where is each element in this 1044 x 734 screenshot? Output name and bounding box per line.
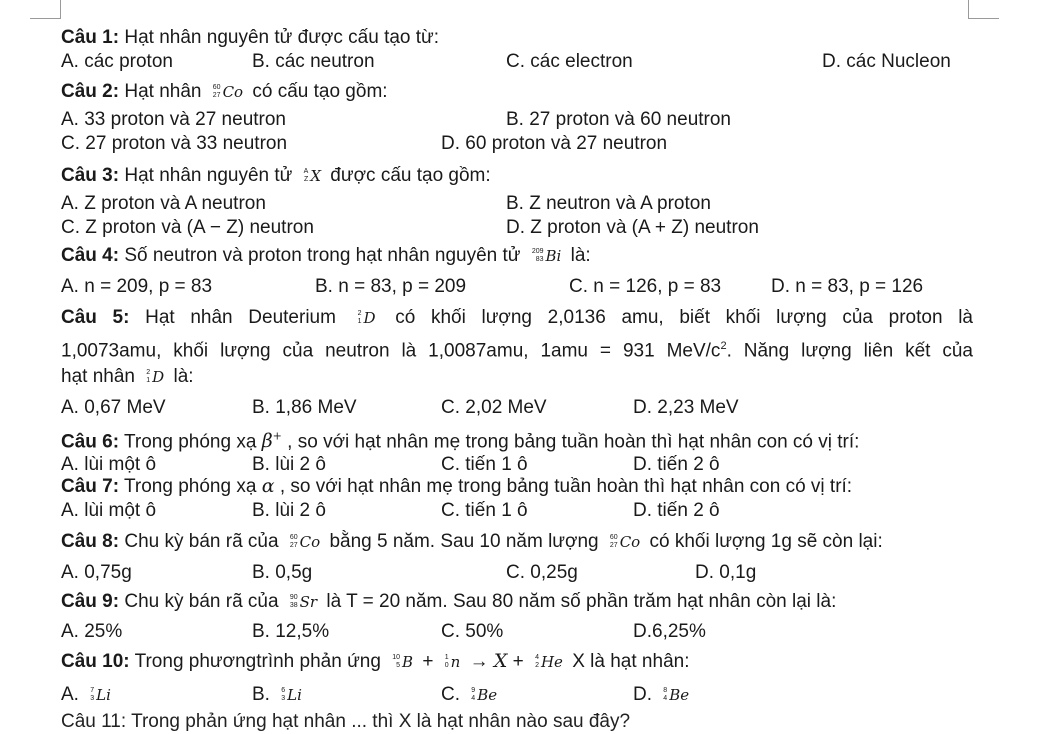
q8-option-b: B. 0,5g (252, 562, 313, 583)
q4-option-d: D. n = 83, p = 126 (771, 276, 924, 297)
q2-option-a: A. 33 proton và 27 neutron (61, 109, 286, 130)
q1-option-d: D. các Nucleon (822, 51, 951, 72)
question-2-label: Câu 2: (61, 81, 120, 103)
q5-option-c: C. 2,02 MeV (441, 397, 547, 418)
q6-option-a: A. lùi một ô (61, 454, 157, 475)
q7-option-d: D. tiến 2 ô (633, 500, 720, 521)
q7-option-c: C. tiến 1 ô (441, 500, 528, 521)
question-4-label: Câu 4: (61, 245, 120, 267)
q2-option-d: D. 60 proton và 27 neutron (441, 133, 668, 154)
q4-option-c: C. n = 126, p = 83 (569, 276, 722, 297)
reaction-helium-4: 4 2 He (535, 652, 563, 671)
nuclide-d2-repeat: 2 1 D (146, 368, 165, 386)
q1-option-b: B. các neutron (252, 51, 375, 72)
reaction-neutron: 1 0 n (444, 652, 461, 671)
q5-option-d: D. 2,23 MeV (633, 397, 739, 418)
q1-option-a: A. các proton (61, 51, 173, 72)
nuclide-x: A Z X (303, 167, 322, 185)
question-3-label: Câu 3: (61, 165, 120, 187)
page-corner-mark-right (968, 0, 999, 19)
beta-plus-symbol: β+ (261, 430, 282, 453)
question-5-line-3: hạt nhân 2 1 D là: (61, 366, 194, 388)
q1-option-c: C. các electron (506, 51, 633, 72)
reaction-boron-10: 10 5 B (392, 652, 414, 671)
nuclide-co60-a: 60 27 Co (289, 533, 321, 551)
q2-option-b: B. 27 proton và 60 neutron (506, 109, 731, 130)
page-corner-mark-left (30, 0, 61, 19)
q5-option-a: A. 0,67 MeV (61, 397, 166, 418)
q6-option-d: D. tiến 2 ô (633, 454, 720, 475)
question-6-label: Câu 6: (61, 431, 120, 453)
question-1 (61, 26, 439, 50)
q9-option-a: A. 25% (61, 621, 123, 642)
question-10-label: Câu 10: (61, 651, 130, 672)
q10-option-b: B. 6 3 Li (252, 684, 302, 706)
q9-option-d: D.6,25% (633, 621, 706, 642)
q4-option-b: B. n = 83, p = 209 (315, 276, 467, 297)
question-1-text: Hạt nhân nguyên tử được cấu tạo từ: (124, 27, 440, 48)
question-10: Câu 10: Trong phươngtrình phản ứng 10 5 B + 1 0 n → X + 4 2 He X là hạt nhân: (61, 650, 690, 672)
q2-option-c: C. 27 proton và 33 neutron (61, 133, 288, 154)
q6-option-c: C. tiến 1 ô (441, 454, 528, 475)
q9-option-b: B. 12,5% (252, 621, 330, 642)
q3-option-a: A. Z proton và A neutron (61, 193, 266, 214)
question-8: Câu 8: Chu kỳ bán rã của 60 27 Co bằng 5 năm. Sau 10 năm lượng 60 27 Co có khối lượng 1g sẽ còn lại: (61, 531, 883, 553)
question-3: Câu 3: Hạt nhân nguyên tử A Z X được cấu tạo gồm: (61, 165, 491, 187)
question-5-line-2: 1,0073amu, khối lượng của neutron là 1,0087amu, 1amu = 931 MeV/$c^2$. Năng lượng liên kết của (61, 340, 974, 362)
q8-option-a: A. 0,75g (61, 562, 132, 583)
q10-option-d: D. 8 4 Be (633, 684, 690, 706)
question-5-line-1: Câu 5: Hạt nhân Deuterium 2 1 D có khối lượng 2,0136 amu, biết khối lượng của proton là (61, 307, 973, 329)
q5-option-b: B. 1,86 MeV (252, 397, 357, 418)
question-6: Câu 6: Trong phóng xạ β+ , so với hạt nhân mẹ trong bảng tuần hoàn thì hạt nhân con có vị trí: (61, 430, 860, 453)
q9-option-c: C. 50% (441, 621, 504, 642)
question-7-label: Câu 7: (61, 476, 120, 497)
q10-option-a: A. 7 3 Li (61, 684, 111, 706)
nuclide-co60: 60 27 Co (212, 83, 244, 101)
q3-option-b: B. Z neutron và A proton (506, 193, 711, 214)
q10-option-c: C. 9 4 Be (441, 684, 498, 706)
question-1-label: Câu 1: (61, 27, 120, 48)
question-4: Câu 4: Số neutron và proton trong hạt nhân nguyên tử 209 83 Bi là: (61, 245, 591, 267)
alpha-symbol: α (261, 475, 275, 497)
q4-option-a: A. n = 209, p = 83 (61, 276, 213, 297)
question-8-label: Câu 8: (61, 531, 120, 553)
nuclide-bi209: 209 83 Bi (531, 247, 562, 265)
question-9-label: Câu 9: (61, 591, 120, 613)
q7-option-b: B. lùi 2 ô (252, 500, 326, 521)
question-11-partial: Câu 11: Trong phản ứng hạt nhân ... thì X là hạt nhân nào sau đây? (61, 711, 631, 732)
question-2: Câu 2: Hạt nhân 60 27 Co có cấu tạo gồm: (61, 81, 388, 103)
q8-option-c: C. 0,25g (506, 562, 578, 583)
nuclide-d2: 2 1 D (357, 309, 376, 327)
q3-option-d: D. Z proton và (A + Z) neutron (506, 217, 759, 238)
question-5-label: Câu 5: (61, 307, 130, 329)
reaction-arrow: → (469, 651, 489, 672)
q3-option-c: C. Z proton và (A − Z) neutron (61, 217, 314, 238)
q8-option-d: D. 0,1g (695, 562, 757, 583)
nuclide-co60-b: 60 27 Co (609, 533, 641, 551)
question-7: Câu 7: Trong phóng xạ α , so với hạt nhân mẹ trong bảng tuần hoàn thì hạt nhân con có vị trí: (61, 475, 853, 497)
nuclide-sr90: 90 38 Sr (289, 593, 318, 611)
q6-option-b: B. lùi 2 ô (252, 454, 326, 475)
question-9: Câu 9: Chu kỳ bán rã của 90 38 Sr là T = 20 năm. Sau 80 năm số phần trăm hạt nhân còn lại là: (61, 591, 837, 613)
q7-option-a: A. lùi một ô (61, 500, 157, 521)
